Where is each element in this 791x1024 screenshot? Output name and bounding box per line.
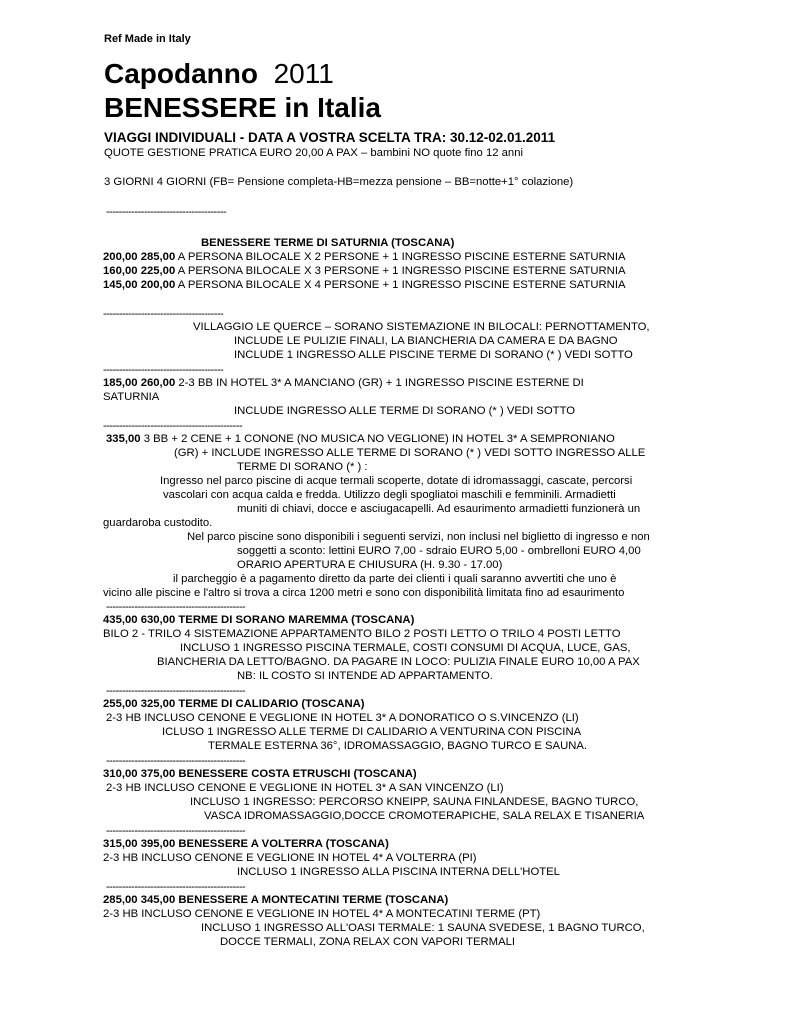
section-title-montecatini: 285,00 345,00 BENESSERE A MONTECATINI TERME (TOSCANA) (103, 894, 449, 906)
divider: -------------------------------------- (103, 364, 224, 376)
row-text: A PERSONA BILOCALE X 2 PERSONE + 1 INGRESSO PISCINE ESTERNE SATURNIA (175, 251, 626, 263)
price: 160,00 225,00 (103, 265, 176, 277)
maremma-line-4: NB: IL COSTO SI INTENDE AD APPARTAMENTO. (237, 670, 493, 682)
desc-line: vascolari con acqua calda e fredda. Utilizzo degli spogliatoi maschili e femminili. Armadietti (163, 489, 616, 501)
travel-dates: VIAGGI INDIVIDUALI - DATA A VOSTRA SCELTA TRA: 30.12-02.01.2011 (104, 130, 556, 145)
ref-label: Ref Made in Italy (104, 33, 191, 45)
page-title (104, 58, 334, 90)
desc-line: Ingresso nel parco piscine di acque termali scoperte, dotate di idromassaggi, cascate, percorsi (160, 475, 633, 487)
divider: -------------------------------------------- (106, 881, 246, 893)
section-title-saturnia: BENESSERE TERME DI SATURNIA (TOSCANA) (201, 237, 455, 249)
desc-line: guardaroba custodito. (103, 517, 213, 529)
manciano-line-3: INCLUDE INGRESSO ALLE TERME DI SORANO (* ) VEDI SOTTO (234, 405, 576, 417)
maremma-line-1: BILO 2 - TRILO 4 SISTEMAZIONE APPARTAMENTO BILO 2 POSTI LETTO O TRILO 4 POSTI LETTO (103, 628, 621, 640)
row-text: A PERSONA BILOCALE X 3 PERSONE + 1 INGRESSO PISCINE ESTERNE SATURNIA (175, 265, 626, 277)
calidario-line-3: TERMALE ESTERNA 36°, IDROMASSAGGIO, BAGNO TURCO E SAUNA. (208, 740, 588, 752)
divider: -------------------------------------------- (103, 420, 243, 432)
montecatini-line-2: INCLUSO 1 INGRESSO ALL'OASI TERMALE: 1 SAUNA SVEDESE, 1 BAGNO TURCO, (201, 922, 645, 934)
row-text: 2-3 BB IN HOTEL 3* A MANCIANO (GR) + 1 INGRESSO PISCINE ESTERNE DI (175, 377, 584, 389)
legend-line: 3 GIORNI 4 GIORNI (FB= Pensione completa-HB=mezza pensione – BB=notte+1° colazione) (104, 176, 574, 188)
quote-line: QUOTE GESTIONE PRATICA EURO 20,00 A PAX – bambini NO quote fino 12 anni (104, 147, 524, 159)
volterra-line-2: INCLUSO 1 INGRESSO ALLA PISCINA INTERNA DELL'HOTEL (237, 866, 560, 878)
desc-line: ORARIO APERTURA E CHIUSURA (H. 9.30 - 17.00) (237, 559, 503, 571)
maremma-line-3: BIANCHERIA DA LETTO/BAGNO. DA PAGARE IN LOCO: PULIZIA FINALE EURO 10,00 A PAX (157, 656, 640, 668)
list-item (103, 251, 626, 264)
desc-line: Nel parco piscine sono disponibili i seguenti servizi, non inclusi nel biglietto di ingresso e non (187, 531, 650, 543)
montecatini-line-1: 2-3 HB INCLUSO CENONE E VEGLIONE IN HOTEL 4* A MONTECATINI TERME (PT) (103, 908, 541, 920)
desc-line: vicino alle piscine e l'altro si trova a circa 1200 metri e sono con disponibilità limitata fino ad esaurimento (103, 587, 625, 599)
divider: -------------------------------------------- (106, 825, 246, 837)
etruschi-line-1: 2-3 HB INCLUSO CENONE E VEGLIONE IN HOTEL 3* A SAN VINCENZO (LI) (106, 782, 504, 794)
manciano-line-1 (103, 377, 584, 390)
etruschi-line-2: INCLUSO 1 INGRESSO: PERCORSO KNEIPP, SAUNA FINLANDESE, BAGNO TURCO, (190, 796, 639, 808)
querce-line-3: INCLUDE 1 INGRESSO ALLE PISCINE TERME DI SORANO (* ) VEDI SOTTO (234, 349, 633, 361)
desc-line: muniti di chiavi, docce e asciugacapelli. Ad esaurimento armadietti funzionerà un (237, 503, 641, 515)
divider: -------------------------------------------- (106, 755, 246, 767)
list-item (103, 265, 626, 278)
semproniano-line-1 (106, 433, 615, 446)
maremma-line-2: INCLUSO 1 INGRESSO PISCINA TERMALE, COSTI CONSUMI DI ACQUA, LUCE, GAS, (180, 642, 631, 654)
calidario-line-2: ICLUSO 1 INGRESSO ALLE TERME DI CALIDARIO A VENTURINA CON PISCINA (162, 726, 582, 738)
price: 200,00 285,00 (103, 251, 176, 263)
list-item (103, 279, 626, 292)
title-word: Capodanno (104, 58, 258, 89)
manciano-line-2: SATURNIA (103, 391, 160, 403)
volterra-line-1: 2-3 HB INCLUSO CENONE E VEGLIONE IN HOTEL 4* A VOLTERRA (PI) (103, 852, 477, 864)
semproniano-line-2: (GR) + INCLUDE INGRESSO ALLE TERME DI SORANO (* ) VEDI SOTTO INGRESSO ALLE (174, 447, 646, 459)
divider: -------------------------------------- (103, 308, 224, 320)
divider: -------------------------------------- (106, 206, 227, 218)
querce-line-1: VILLAGGIO LE QUERCE – SORANO SISTEMAZIONE IN BILOCALI: PERNOTTAMENTO, (193, 321, 650, 333)
price: 335,00 (106, 433, 141, 445)
price: 185,00 260,00 (103, 377, 176, 389)
querce-line-2: INCLUDE LE PULIZIE FINALI, LA BIANCHERIA DA CAMERA E DA BAGNO (234, 335, 618, 347)
row-text: A PERSONA BILOCALE X 4 PERSONE + 1 INGRESSO PISCINE ESTERNE SATURNIA (175, 279, 626, 291)
etruschi-line-3: VASCA IDROMASSAGGIO,DOCCE CROMOTERAPICHE, SALA RELAX E TISANERIA (204, 810, 645, 822)
divider: -------------------------------------------- (106, 601, 246, 613)
desc-line: il parcheggio è a pagamento diretto da parte dei clienti i quali saranno avvertiti che uno è (173, 573, 617, 585)
calidario-line-1: 2-3 HB INCLUSO CENONE E VEGLIONE IN HOTEL 3* A DONORATICO O S.VINCENZO (LI) (106, 712, 579, 724)
section-title-volterra: 315,00 395,00 BENESSERE A VOLTERRA (TOSCANA) (103, 838, 389, 850)
montecatini-line-3: DOCCE TERMALI, ZONA RELAX CON VAPORI TERMALI (220, 936, 516, 948)
divider: -------------------------------------------- (106, 685, 246, 697)
semproniano-line-3: TERME DI SORANO (* ) : (237, 461, 368, 473)
title-year: 2011 (273, 58, 334, 89)
section-title-calidario: 255,00 325,00 TERME DI CALIDARIO (TOSCANA) (103, 698, 365, 710)
desc-line: soggetti a sconto: lettini EURO 7,00 - sdraio EURO 5,00 - ombrelloni EURO 4,00 (237, 545, 641, 557)
page-subtitle: BENESSERE in Italia (104, 92, 381, 123)
section-title-etruschi: 310,00 375,00 BENESSERE COSTA ETRUSCHI (TOSCANA) (103, 768, 417, 780)
row-text: 3 BB + 2 CENE + 1 CONONE (NO MUSICA NO VEGLIONE) IN HOTEL 3* A SEMPRONIANO (140, 433, 615, 445)
section-title-maremma: 435,00 630,00 TERME DI SORANO MAREMMA (TOSCANA) (103, 614, 415, 626)
price: 145,00 200,00 (103, 279, 176, 291)
